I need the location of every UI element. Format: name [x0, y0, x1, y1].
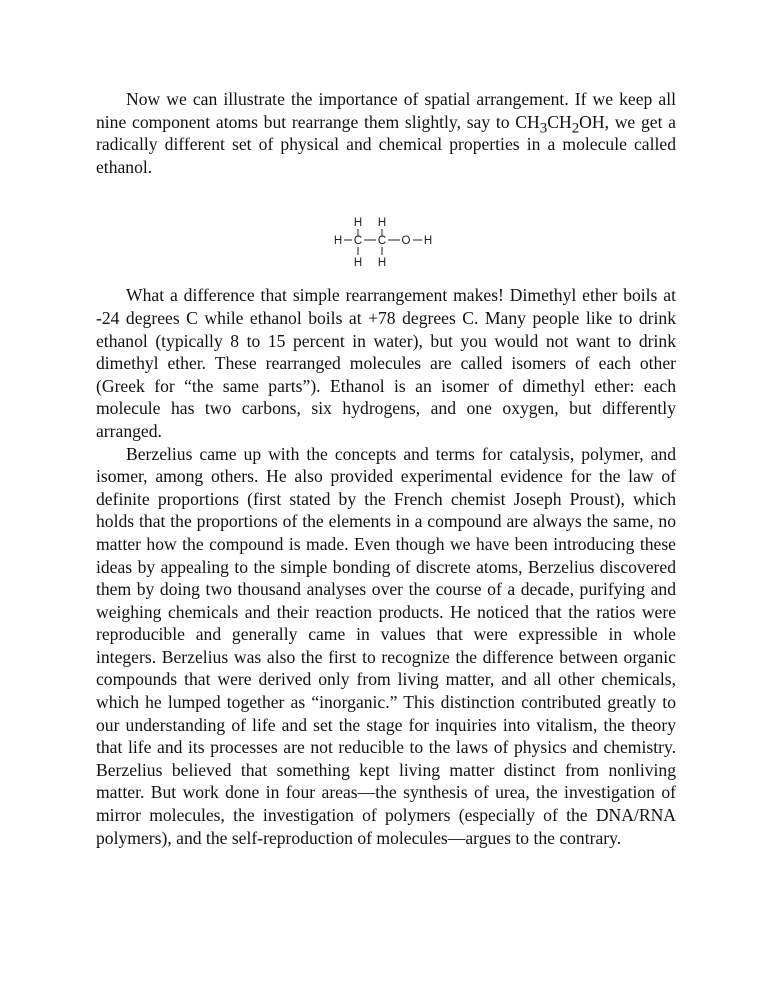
formula-part-1: CH [515, 111, 540, 132]
atom-c-right: C [377, 235, 387, 248]
ethanol-structure-diagram [96, 190, 676, 276]
atom-h-left: H [333, 235, 343, 248]
structural-formula-svg [330, 190, 442, 276]
formula-subscript-1: 3 [539, 120, 548, 137]
paragraph-spatial-arrangement [96, 88, 676, 178]
paragraph-berzelius: Berzelius came up with the concepts and terms for catalysis, polymer, and isomer, among others. He also provided experimental evidence for the law of definite proportions (first stated by the French chemist Joseph Proust), which holds that the proportions of the elements in a compound are always the same, no matter how the compound is made. Even though we have been introducing these ideas by appealing to the simple bonding of discrete atoms, Berzelius discovered them by doing two thousand analyses over the course of a decade, purifying and weighing chemicals and their reaction products. He noticed that the ratios were reproducible and generally came in values that were expressible in whole integers. Berzelius was also the first to recognize the difference between organic compounds that were derived only from living matter, and all other chemicals, which he lumped together as “inorganic.” This distinction contributed greatly to our understanding of life and set the stage for inquiries into vitalism, the theory that life and its processes are not reducible to the laws of physics and chemistry. Berzelius believed that something kept living matter distinct from nonliving matter. But work done in four areas—the synthesis of urea, the investigation of mirror molecules, the investigation of polymers (especially of the DNA/RNA polymers), and the self-reproduction of molecules—argues to the contrary. [96, 443, 676, 848]
paragraph-1-text-start: Now we can illustrate the importance of spatial arrangement. If we keep all nine component atoms but rearrange them slightly, say to [96, 89, 676, 132]
atom-h-bottom-right: H [377, 257, 387, 270]
atom-c-left: C [353, 235, 363, 248]
paragraph-1-text-end: , we get a radically different set of physical and chemical properties in a molecule called ethanol. [96, 111, 676, 177]
paragraph-isomers: What a difference that simple rearrangement makes! Dimethyl ether boils at -24 degrees C while ethanol boils at +78 degrees C. Many people like to drink ethanol (typically 8 to 15 percent in water), but you would not want to drink dimethyl ether. These rearranged molecules are called isomers of each other (Greek for “the same parts”). Ethanol is an isomer of dimethyl ether: each molecule has two carbons, six hydrogens, and one oxygen, but differently arranged. [96, 285, 676, 441]
formula-part-2: CH [547, 111, 572, 132]
atom-o: O [401, 235, 411, 248]
ethanol-formula [515, 111, 605, 137]
formula-subscript-2: 2 [571, 120, 580, 137]
formula-part-3: OH [579, 111, 605, 132]
atom-h-top-left: H [353, 217, 363, 230]
document-page [96, 88, 676, 849]
atom-h-top-right: H [377, 217, 387, 230]
atom-h-bottom-left: H [353, 257, 363, 270]
atom-h-right: H [423, 235, 433, 248]
